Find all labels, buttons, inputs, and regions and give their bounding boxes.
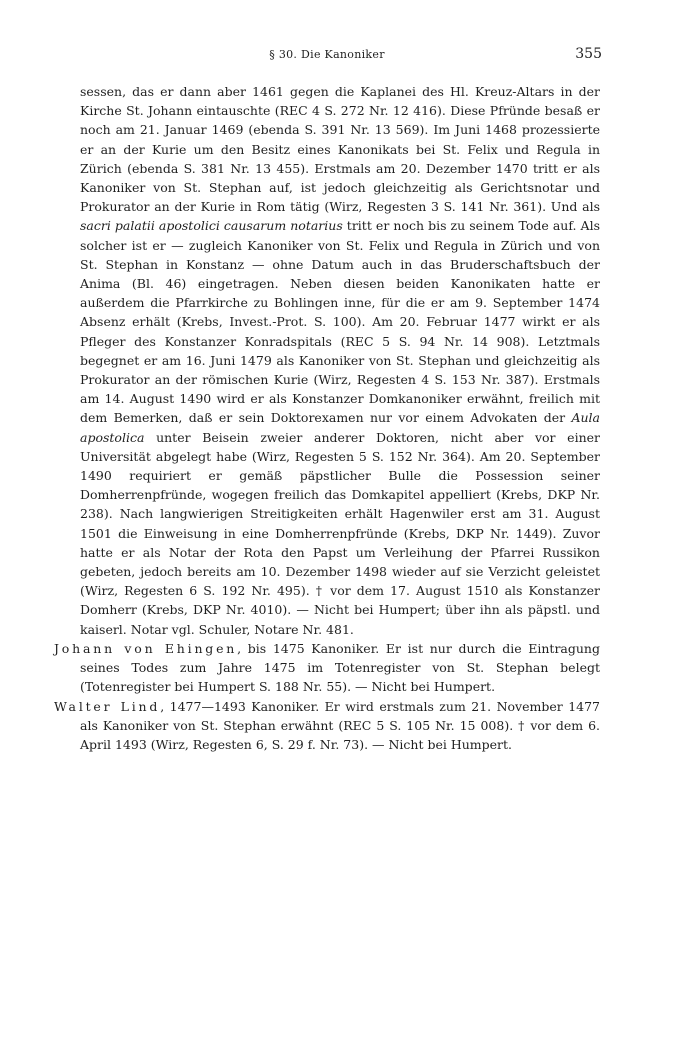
biographical-entry [54, 697, 600, 755]
italic-latin-phrase: Aula apostolica [80, 410, 600, 445]
continued-paragraph [54, 82, 600, 639]
entry-name: Johann von Ehingen [54, 640, 238, 656]
running-title: § 30. Die Kanoniker [269, 48, 385, 61]
paragraph-text: tritt er noch bis zu seinem Tode auf. Als solcher ist er — zugleich Kanoniker von St. Felix und Regula in Zürich und von St. Stephan in Konstanz — ohne Datum auch in das Bruderschaftsbuch der Anima (Bl. 46) eingetragen. Neben diesen beiden Kanonikaten hatte er außerdem die Pfarrkirche zu Bohlingen inne, für die er am 9. September 1474 Absenz erhält (Krebs, Invest.-Prot. S. 100). Am 20. Februar 1477 wirkt er als Pfleger des Konstanzer Konradspitals (REC 5 S. 94 Nr. 14 908). Letztmals begegnet er am 16. Juni 1479 als Kanoniker von St. Stephan und gleichzeitig als Prokurator an der römischen Kurie (Wirz, Regesten 4 S. 153 Nr. 387). Erstmals am 14. August 1490 wird er als Konstanzer Domkanoniker erwähnt, freilich mit dem Bemerken, daß er sein Doktorexamen nur vor einem Advokaten der [80, 218, 600, 426]
entry-text: , 1477—1493 Kanoniker. Er wird erstmals zum 21. November 1477 als Kanoniker von St. Stephan erwähnt (REC 5 S. 105 Nr. 15 008). † vor dem 6. April 1493 (Wirz, Regesten 6, S. 29 f. Nr. 73). — Nicht bei Humpert. [80, 698, 601, 752]
italic-latin-phrase: sacri palatii apostolici causarum notarius [80, 218, 343, 234]
paragraph-text: unter Beisein zweier anderer Doktoren, nicht aber vor einer Universität abgelegt habe (Wirz, Regesten 5 S. 152 Nr. 364). Am 20. September 1490 requiriert er gemäß päpstlicher Bulle die Possession seiner Domherrenpfründe, wogegen freilich das Domkapitel appelliert (Krebs, DKP Nr. 238). Nach langwierigen Streitigkeiten erhält Hagenwiler erst am 31. August 1501 die Einweisung in eine Domherrenpfründe (Krebs, DKP Nr. 1449). Zuvor hatte er als Notar der Rota den Papst um Verleihung der Pfarrei Russikon gebeten, jedoch bereits am 10. Dezember 1498 wieder auf sie Verzicht geleistet (Wirz, Regesten 6 S. 192 Nr. 495). † vor dem 17. August 1510 als Konstanzer Domherr (Krebs, DKP Nr. 4010). — Nicht bei Humpert; über ihn als päpstl. und kaiserl. Notar vgl. Schuler, Notare Nr. 481. [80, 429, 600, 637]
paragraph-text: sessen, das er dann aber 1461 gegen die Kaplanei des Hl. Kreuz-Altars in der Kirche St. Johann eintauschte (REC 4 S. 272 Nr. 12 416). Diese Pfründe besaß er noch am 21. Januar 1469 (ebenda S. 391 Nr. 13 569). Im Juni 1468 prozessierte er an der Kurie um den Besitz eines Kanonikats bei St. Felix und Regula in Zürich (ebenda S. 381 Nr. 13 455). Erstmals am 20. Dezember 1470 tritt er als Kanoniker von St. Stephan auf, ist jedoch gleichzeitig als Gerichtsnotar und Prokurator an der Kurie in Rom tätig (Wirz, Regesten 3 S. 141 Nr. 361). Und als [80, 84, 600, 215]
running-head [54, 46, 600, 68]
entry-name: Walter Lind [54, 698, 161, 714]
biographical-entry [54, 639, 600, 697]
page-number: 355 [575, 46, 602, 62]
entry-text: , bis 1475 Kanoniker. Er ist nur durch die Eintragung seines Todes zum Jahre 1475 im Totenregister von St. Stephan belegt (Totenregister bei Humpert S. 188 Nr. 55). — Nicht bei Humpert. [80, 640, 600, 695]
body-text [54, 82, 600, 754]
